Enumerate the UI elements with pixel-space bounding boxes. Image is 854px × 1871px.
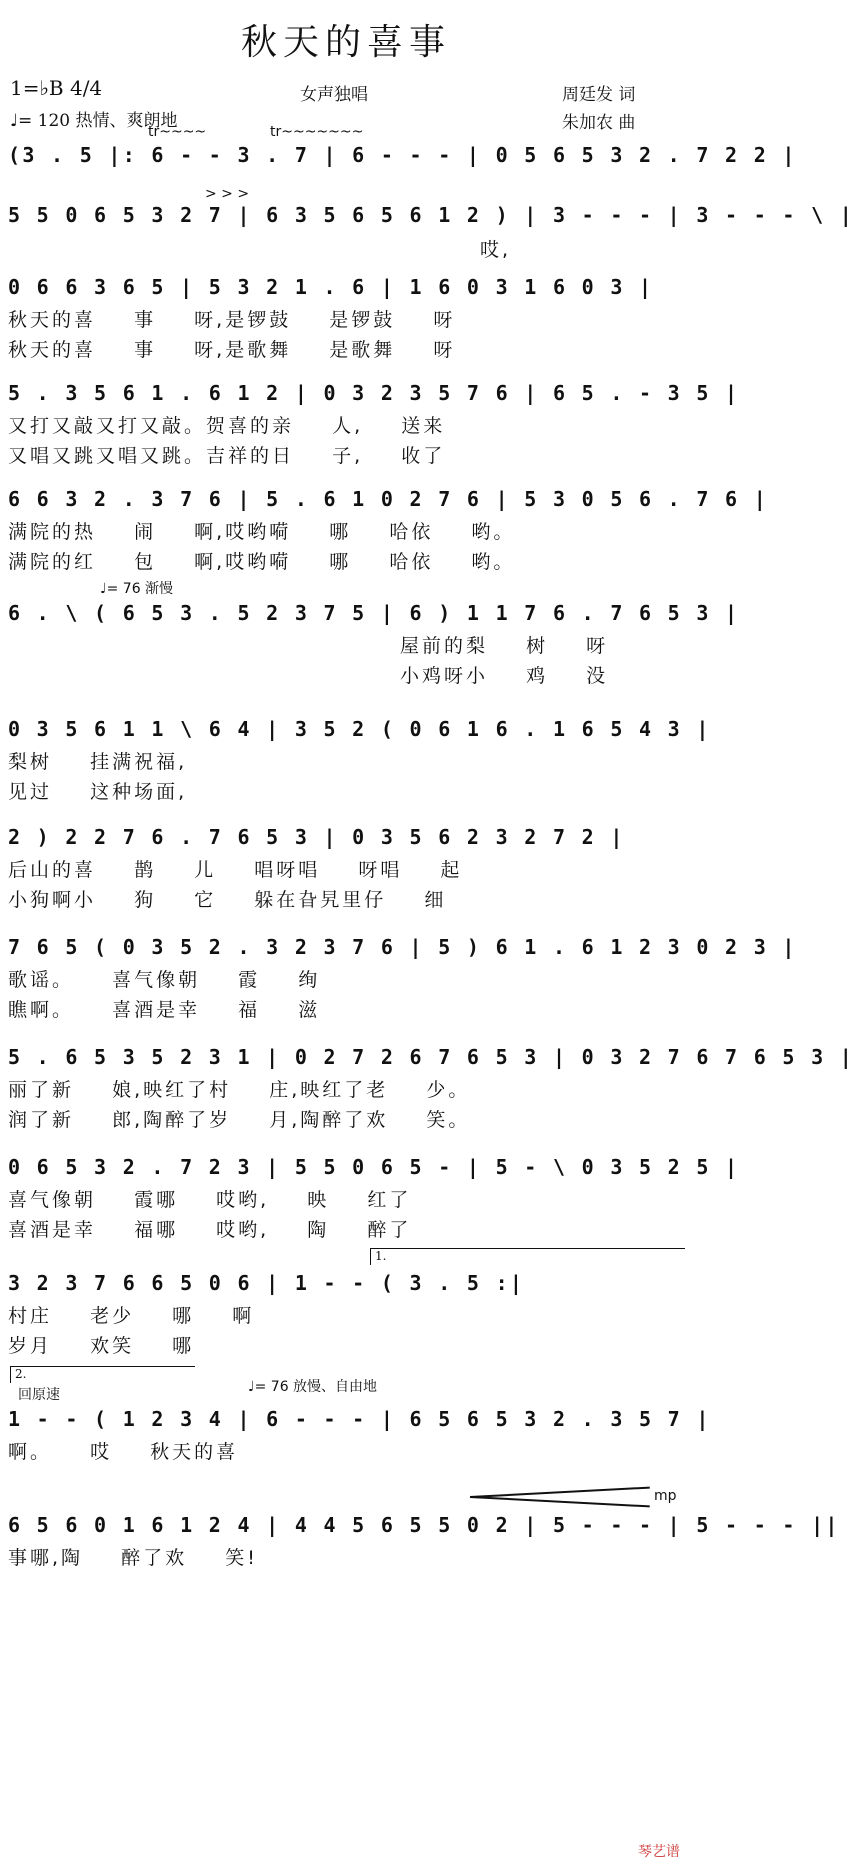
crescendo-hairpin [470,1487,650,1498]
notation-line: 5 . 6 5 3 5 2 3 1 | 0 2 7 2 6 7 6 5 3 | 0 3 2 7 6 7 6 5 3 | [8,1045,854,1069]
crescendo-hairpin [470,1496,650,1507]
lyric-line: 见过 这种场面, [8,781,188,803]
accent-marks: > > > [205,186,250,202]
lyricist-credit: 周廷发 词 [562,85,636,105]
volta-bracket-2: 2. [10,1366,195,1383]
dynamic-mark: mp [654,1488,677,1504]
performance-type: 女声独唱 [300,85,368,105]
lyric-line: 秋天的喜 事 呀,是锣鼓 是锣鼓 呀 [8,309,456,331]
lyric-line: 事哪,陶 醉了欢 笑! [8,1547,258,1569]
lyric-line: 又打又敲又打又敲。贺喜的亲 人, 送来 [8,415,446,437]
notation-line: 3 2 3 7 6 6 5 0 6 | 1 - - ( 3 . 5 :| [8,1271,525,1295]
watermark-logo: 琴艺谱 [638,1844,680,1860]
lyric-line: 小狗啊小 狗 它 躲在旮旯里仔 细 [8,889,447,911]
tempo-change-mark: ♩= 76 渐慢 [100,581,174,597]
notation-line: 6 5 6 0 1 6 1 2 4 | 4 4 5 6 5 5 0 2 | 5 - - - | 5 - - - || [8,1513,840,1537]
lyric-line: 秋天的喜 事 呀,是歌舞 是歌舞 呀 [8,339,456,361]
notation-line: 5 . 3 5 6 1 . 6 1 2 | 0 3 2 3 5 7 6 | 6 5 . - 3 5 | [8,381,740,405]
lyric-line: 小鸡呀小 鸡 没 [400,665,609,687]
notation-line: 0 3 5 6 1 1 \ 6 4 | 3 5 2 ( 0 6 1 6 . 1 6 5 4 3 | [8,717,711,741]
lyric-line: 喜酒是幸 福哪 哎哟, 陶 醉了 [8,1219,412,1241]
lyric-line: 岁月 欢笑 哪 [8,1335,195,1357]
notation-line: 6 . \ ( 6 5 3 . 5 2 3 7 5 | 6 ) 1 1 7 6 . 7 6 5 3 | [8,601,740,625]
lyric-line: 哎, [480,239,512,261]
composer-credit: 朱加农 曲 [562,113,636,133]
key-signature: 1=♭B 4/4 [10,76,103,100]
lyric-line: 又唱又跳又唱又跳。吉祥的日 子, 收了 [8,445,446,467]
notation-line: 6 6 3 2 . 3 7 6 | 5 . 6 1 0 2 7 6 | 5 3 0 5 6 . 7 6 | [8,487,769,511]
lyric-line: 满院的热 闹 啊,哎哟嗬 哪 哈依 哟。 [8,521,516,543]
lyric-line: 润了新 郎,陶醉了岁 月,陶醉了欢 笑。 [8,1109,471,1131]
lyric-line: 村庄 老少 哪 啊 [8,1305,255,1327]
notation-line: 2 ) 2 2 7 6 . 7 6 5 3 | 0 3 5 6 2 3 2 7 2 | [8,825,625,849]
song-title: 秋天的喜事 [240,22,451,63]
notation-line: 5 5 0 6 5 3 2 7 | 6 3 5 6 5 6 1 2 ) | 3 - - - | 3 - - - \ | [8,203,854,227]
notation-line: 0 6 5 3 2 . 7 2 3 | 5 5 0 6 5 - | 5 - \ 0 3 5 2 5 | [8,1155,740,1179]
lyric-line: 满院的红 包 啊,哎哟嗬 哪 哈依 哟。 [8,551,516,573]
lyric-line: 喜气像朝 霞哪 哎哟, 映 红了 [8,1189,412,1211]
tempo-change-mark: ♩= 76 放慢、自由地 [248,1379,378,1395]
tempo-marking: ♩= 120 热情、爽朗地 [10,111,178,131]
a-tempo-mark: 回原速 [18,1387,60,1403]
notation-line: 0 6 6 3 6 5 | 5 3 2 1 . 6 | 1 6 0 3 1 6 0 3 | [8,275,654,299]
notation-line: 1 - - ( 1 2 3 4 | 6 - - - | 6 5 6 5 3 2 . 3 5 7 | [8,1407,711,1431]
lyric-line: 歌谣。 喜气像朝 霞 绚 [8,969,321,991]
trill-mark: tr~~~~ [148,124,207,140]
lyric-line: 后山的喜 鹊 儿 唱呀唱 呀唱 起 [8,859,463,881]
trill-mark: tr~~~~~~~ [270,124,364,140]
notation-line: 7 6 5 ( 0 3 5 2 . 3 2 3 7 6 | 5 ) 6 1 . 6 1 2 3 0 2 3 | [8,935,797,959]
lyric-line: 丽了新 娘,映红了村 庄,映红了老 少。 [8,1079,471,1101]
volta-bracket-1: 1. [370,1248,685,1265]
lyric-line: 梨树 挂满祝福, [8,751,188,773]
notation-line: (3 . 5 |: 6 - - 3 . 7 | 6 - - - | 0 5 6 5 3 2 . 7 2 2 | [8,143,797,167]
lyric-line: 瞧啊。 喜酒是幸 福 滋 [8,999,321,1021]
lyric-line: 屋前的梨 树 呀 [400,635,609,657]
lyric-line: 啊。 哎 秋天的喜 [8,1441,239,1463]
